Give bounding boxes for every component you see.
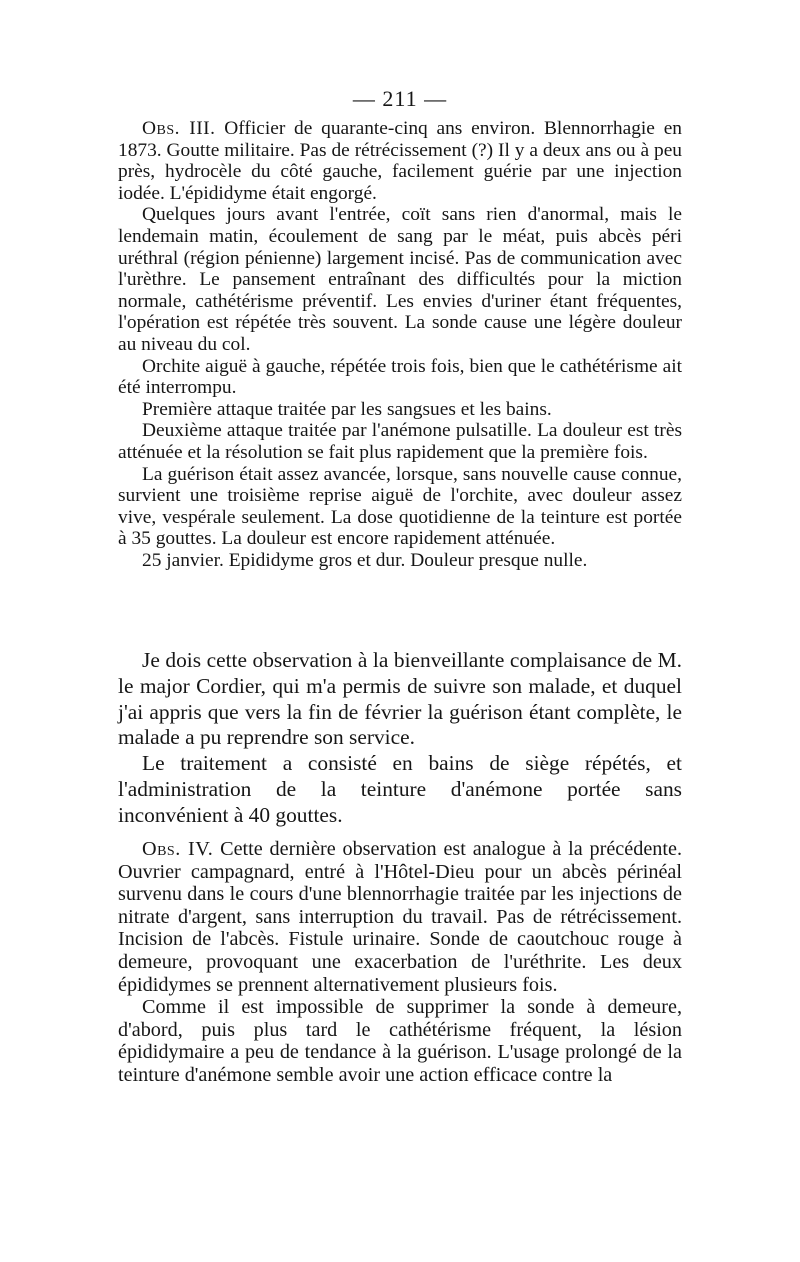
obs4-paragraph-2: Comme il est impossible de supprimer la sonde à demeure, d'abord, puis plus tard le cathétérisme fréquent, la lésion épididymaire a peu de tendance à la guérison. L'usage prolongé de la teinture d'anémone semble avoir une action efficace contre la xyxy=(118,996,682,1086)
page-number: — 211 — xyxy=(352,86,448,111)
obs3-paragraph-1 xyxy=(118,118,682,204)
commentary xyxy=(118,648,682,829)
obs3-paragraph-6: La guérison était assez avancée, lorsque, sans nouvelle cause connue, survient une troisième reprise aiguë de l'orchite, avec douleur assez vive, vespérale seulement. La dose quotidienne de la teinture est portée à 35 gouttes. La douleur est encore rapidement atténuée. xyxy=(118,463,682,550)
obs3-paragraph-7: 25 janvier. Epididyme gros et dur. Douleur presque nulle. xyxy=(142,549,588,571)
obs3-paragraph-5: Deuxième attaque traitée par l'anémone pulsatille. La douleur est très atténuée et la résolution se fait plus rapidement que la première fois. xyxy=(118,420,682,463)
obs4-paragraph-1-text: Cette dernière observation est analogue à la précédente. Ouvrier campagnard, entré à l'Hôtel-Dieu pour un abcès périnéal survenu dans le cours d'une blennorrhagie traitée par les injections de nitrate d'argent, sans interruption du travail. Pas de rétrécissement. Incision de l'abcès. Fistule urinaire. Sonde de caoutchouc rouge à demeure, provoquant une exacerbation de l'uréthrite. Les deux épididymes se prennent alternativement plusieurs fois. xyxy=(118,838,682,996)
obs3-label: Obs. III. xyxy=(142,118,216,139)
obs4-paragraph-1 xyxy=(118,838,682,996)
obs4-label: Obs. IV. xyxy=(142,838,214,860)
commentary-paragraph-1: Je dois cette observation à la bienveillante complaisance de M. le major Cordier, qui m'a permis de suivre son malade, et duquel j'ai appris que vers la fin de février la guérison étant complète, le malade a pu reprendre son service. xyxy=(118,648,682,750)
obs3-paragraph-3: Orchite aiguë à gauche, répétée trois fois, bien que le cathétérisme ait été interrompu. xyxy=(118,355,682,399)
obs3-paragraph-2: Quelques jours avant l'entrée, coït sans rien d'anormal, mais le lendemain matin, écoulement de sang par le méat, puis abcès péri uréthral (région pénienne) largement incisé. Pas de communication avec l'urèthre. Le pansement entraînant des difficultés pour la miction normale, cathétérisme préventif. Les envies d'uriner étant fréquentes, l'opération est répétée très souvent. La sonde cause une légère douleur au niveau du col. xyxy=(118,204,682,355)
obs3-paragraph-4: Première attaque traitée par les sangsues et les bains. xyxy=(142,398,552,420)
commentary-paragraph-2: Le traitement a consisté en bains de siège répétés, et l'administration de la teinture d'anémone portée sans inconvénient à 40 gouttes. xyxy=(118,751,682,827)
observation-3 xyxy=(118,118,682,571)
observation-4 xyxy=(118,838,682,1087)
obs3-paragraph-1-text: Officier de quarante-cinq ans environ. Blennorrhagie en 1873. Goutte militaire. Pas de rétrécissement (?) Il y a deux ans ou à peu près, hydrocèle du côté gauche, facilement guérie par une injection iodée. L'épididyme était engorgé. xyxy=(118,118,682,204)
